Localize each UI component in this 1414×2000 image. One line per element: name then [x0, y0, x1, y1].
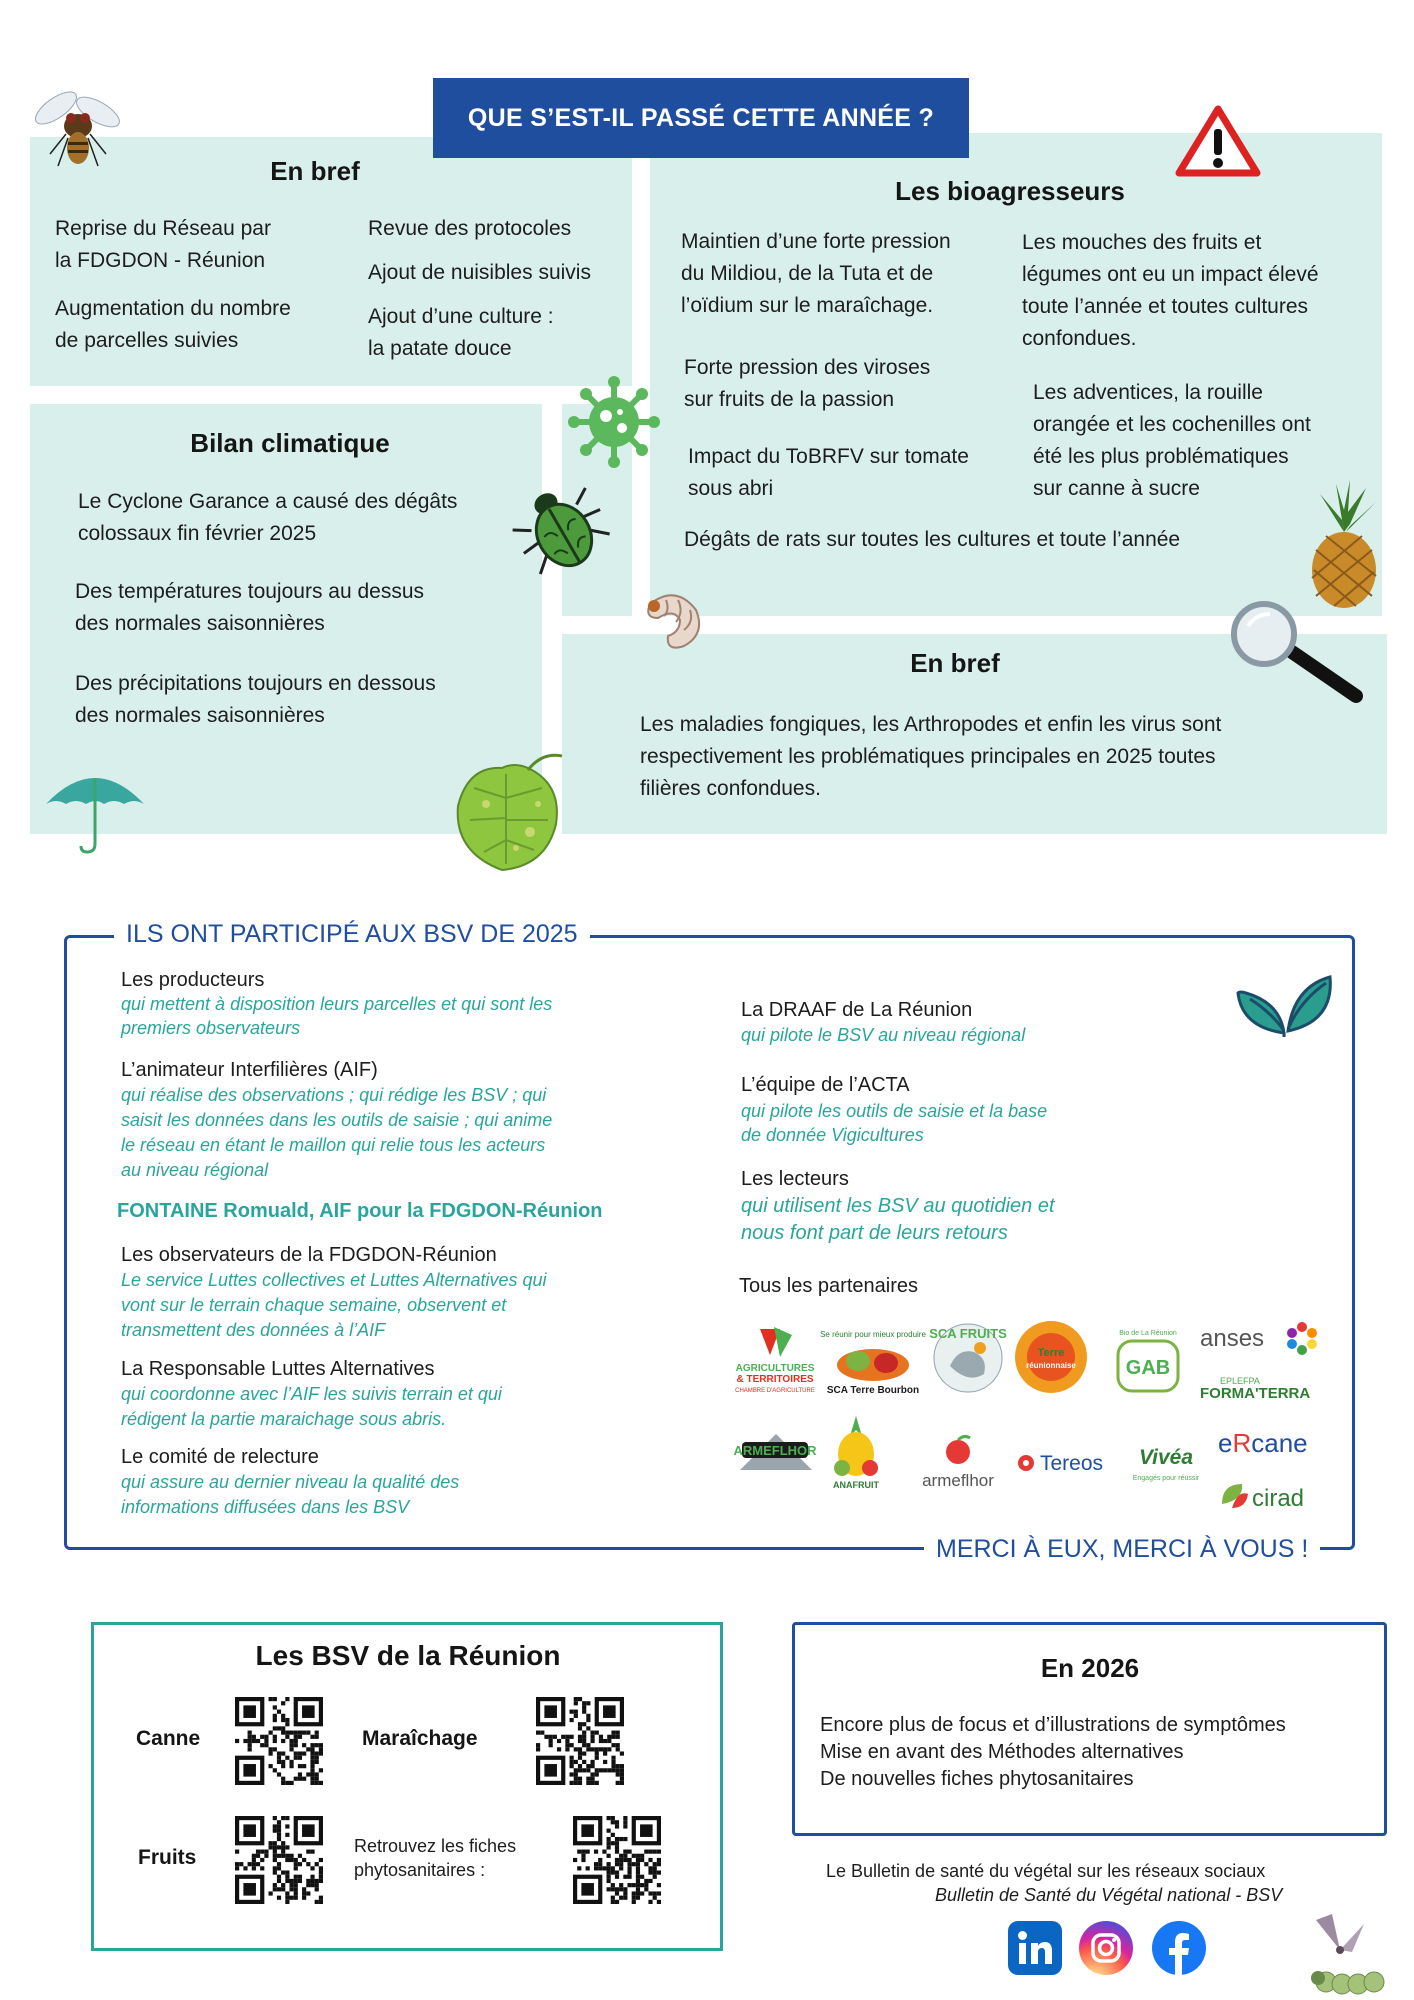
page-title: QUE S’EST-IL PASSÉ CETTE ANNÉE ? [433, 78, 969, 158]
participant-desc: qui pilote le BSV au niveau régional [741, 1025, 1026, 1045]
participant-name: La Responsable Luttes Alternatives [121, 1358, 435, 1380]
fiches-label: phytosanitaires : [354, 1860, 486, 1880]
participant-name: L’équipe de l’ACTA [741, 1074, 910, 1096]
svg-text:armeflhor: armeflhor [922, 1471, 994, 1490]
participant-name: Le comité de relecture [121, 1446, 319, 1468]
participant-desc: qui pilote les outils de saisie et la base [741, 1101, 1048, 1121]
logo-armeflhor [912, 1436, 1004, 1492]
virus-icon [568, 376, 660, 468]
bilan-text: Des températures toujours au dessus [75, 580, 425, 603]
bio-text: sous abri [688, 477, 774, 500]
partners-label: Tous les partenaires [739, 1275, 918, 1297]
participant-desc: informations diffusées dans les BSV [121, 1497, 410, 1517]
bioagresseurs-title: Les bioagresseurs [895, 176, 1125, 206]
participant-desc: premiers observateurs [121, 1018, 301, 1038]
bsv-title: Les BSV de la Réunion [255, 1640, 561, 1671]
pineapple-icon [1306, 480, 1382, 610]
bilan-text: des normales saisonnières [75, 704, 325, 727]
bio-text: Impact du ToBRFV sur tomate [688, 445, 969, 468]
participant-desc: qui mettent à disposition leurs parcelles et qui sont les [121, 994, 553, 1014]
en-bref-item: de parcelles suivies [55, 329, 239, 352]
en-bref-bottom-text: Les maladies fongiques, les Arthropodes et enfin les virus sont [640, 713, 1222, 736]
facebook-icon[interactable] [1152, 1921, 1206, 1975]
participant-desc: qui réalise des observations ; qui rédige les BSV ; qui [121, 1085, 547, 1105]
bio-text: toute l’année et toutes cultures [1022, 295, 1309, 318]
en2026-title: En 2026 [1040, 1653, 1140, 1683]
logo-cirad [1218, 1478, 1320, 1514]
en-bref-bottom-title: En bref [910, 648, 1000, 678]
qr-code-canne[interactable] [235, 1697, 323, 1785]
participant-desc: transmettent des données à l’AIF [121, 1320, 386, 1340]
en-bref-bottom-text: filières confondues. [640, 777, 821, 800]
participant-name: Les lecteurs [741, 1168, 849, 1190]
svg-text:ARMEFLHOR: ARMEFLHOR [733, 1443, 817, 1458]
participant-name: Les observateurs de la FDGDON-Réunion [121, 1244, 497, 1266]
logo-sca-fruits [928, 1318, 1008, 1394]
bio-text: Maintien d’une forte pression [681, 230, 951, 253]
qr-code-fruits[interactable] [235, 1816, 323, 1904]
logo-vivea [1128, 1440, 1204, 1488]
participant-desc: qui coordonne avec l’AIF les suivis terrain et qui [121, 1384, 502, 1404]
svg-text:SCA Terre Bourbon: SCA Terre Bourbon [826, 1385, 920, 1396]
bilan-text: Des précipitations toujours en dessous [75, 672, 436, 695]
bio-text: été les plus problématiques [1033, 445, 1289, 468]
beetle-icon [510, 478, 610, 578]
bilan-text: des normales saisonnières [75, 612, 325, 635]
logo-chambre-agriculture [735, 1325, 815, 1397]
bsv-label-canne: Canne [136, 1727, 201, 1750]
umbrella-icon [40, 760, 150, 856]
logo-tereos [1016, 1445, 1120, 1479]
caterpillar-icon [1292, 1906, 1392, 2000]
participant-desc: le réseau en étant le maillon qui relie tous les acteurs [121, 1135, 546, 1155]
participant-name: La DRAAF de La Réunion [741, 999, 973, 1021]
svg-text:ANAFRUIT: ANAFRUIT [833, 1480, 879, 1490]
linkedin-icon[interactable] [1008, 1921, 1062, 1975]
bsv-label-fruits: Fruits [138, 1846, 197, 1869]
participant-desc: au niveau régional [121, 1160, 269, 1180]
logo-cttm [733, 1430, 817, 1474]
bilan-title: Bilan climatique [190, 428, 390, 458]
svg-text:& TERRITOIRES: & TERRITOIRES [736, 1374, 814, 1385]
bio-text: légumes ont eu un impact élevé [1022, 263, 1319, 286]
logo-anses [1198, 1318, 1320, 1360]
bio-text: Les mouches des fruits et [1022, 231, 1262, 254]
en2026-item: Mise en avant des Méthodes alternatives [820, 1741, 1184, 1763]
svg-text:GAB: GAB [1125, 1357, 1171, 1379]
bio-text: sur canne à sucre [1033, 477, 1200, 500]
en-bref-bottom-text: respectivement les problématiques principales en 2025 toutes [640, 745, 1216, 768]
svg-text:CHAMBRE D'AGRICULTURE: CHAMBRE D'AGRICULTURE [735, 1388, 815, 1394]
en2026-item: Encore plus de focus et d’illustrations de symptômes [820, 1714, 1286, 1736]
en-bref-item: la FDGDON - Réunion [55, 249, 266, 272]
logo-forma-terra [1196, 1372, 1324, 1402]
en-bref-item: Reprise du Réseau par [55, 217, 271, 240]
svg-text:EPLEFPA: EPLEFPA [1220, 1376, 1260, 1386]
svg-text:Terre: Terre [1037, 1347, 1065, 1359]
svg-text:SCA FRUITS: SCA FRUITS [929, 1326, 1007, 1341]
grub-icon [636, 584, 708, 654]
participant-desc: de donnée Vigicultures [741, 1125, 924, 1145]
svg-text:anses: anses [1200, 1325, 1265, 1352]
warning-icon [1175, 105, 1261, 177]
bio-text: Les adventices, la rouille [1033, 381, 1263, 404]
svg-text:FORMA'TERRA: FORMA'TERRA [1200, 1385, 1311, 1402]
social-caption: Le Bulletin de santé du végétal sur les réseaux sociaux [826, 1861, 1266, 1881]
svg-text:Tereos: Tereos [1040, 1452, 1104, 1475]
en-bref-item: Revue des protocoles [368, 217, 572, 240]
bio-text: du Mildiou, de la Tuta et de [681, 262, 934, 285]
aif-name: FONTAINE Romuald, AIF pour la FDGDON-Réunion [117, 1200, 603, 1222]
qr-code-fiches[interactable] [573, 1816, 661, 1904]
svg-text:Bio de La Réunion: Bio de La Réunion [1119, 1330, 1177, 1337]
svg-text:AGRICULTURES: AGRICULTURES [735, 1363, 815, 1374]
bio-text: Dégâts de rats sur toutes les cultures et toute l’année [684, 528, 1181, 551]
instagram-icon[interactable] [1079, 1921, 1133, 1975]
leaf-icon [450, 748, 566, 876]
bio-text: orangée et les cochenilles ont [1033, 413, 1311, 436]
participants-title: ILS ONT PARTICIPÉ AUX BSV DE 2025 [114, 920, 590, 949]
participant-desc: saisit les données dans les outils de saisie ; qui anime [121, 1110, 553, 1130]
fiches-label: Retrouvez les fiches [354, 1836, 517, 1856]
participant-name: Les producteurs [121, 969, 265, 991]
participant-desc: Le service Luttes collectives et Luttes Alternatives qui [121, 1270, 547, 1290]
bilan-text: colossaux fin février 2025 [78, 522, 317, 545]
svg-text:Vivéa: Vivéa [1138, 1446, 1194, 1469]
leaves-icon [1236, 973, 1334, 1037]
logo-ercane [1212, 1418, 1310, 1458]
en-bref-item: Ajout d’une culture : [368, 305, 554, 328]
bio-text: confondues. [1022, 327, 1137, 350]
participant-desc: vont sur le terrain chaque semaine, observent et [121, 1295, 507, 1315]
logo-terre-reunionnaise [1012, 1318, 1090, 1396]
logo-anafruit [826, 1412, 886, 1490]
en2026-item: De nouvelles fiches phytosanitaires [820, 1768, 1134, 1790]
bio-text: sur fruits de la passion [684, 388, 895, 411]
svg-text:réunionnaise: réunionnaise [1026, 1361, 1076, 1370]
participant-desc: nous font part de leurs retours [741, 1222, 1008, 1244]
svg-text:Engagés pour réussir: Engagés pour réussir [1132, 1475, 1200, 1482]
en-bref-item: la patate douce [368, 337, 512, 360]
bilan-text: Le Cyclone Garance a causé des dégâts [78, 490, 458, 513]
participants-footer: MERCI À EUX, MERCI À VOUS ! [924, 1535, 1320, 1564]
en-bref-item: Augmentation du nombre [55, 297, 291, 320]
svg-text:cirad: cirad [1252, 1485, 1305, 1512]
bsv-label-maraichage: Maraîchage [362, 1727, 478, 1750]
svg-text:Se réunir pour mieux produire: Se réunir pour mieux produire [820, 1330, 926, 1339]
magnifier-icon [1226, 600, 1366, 704]
bio-text: Forte pression des viroses [684, 356, 931, 379]
participant-desc: qui assure au dernier niveau la qualité des [121, 1472, 460, 1492]
en-bref-top-title: En bref [270, 156, 360, 186]
participant-name: L’animateur Interfilières (AIF) [121, 1059, 378, 1081]
svg-text:eRcane: eRcane [1218, 1428, 1308, 1458]
logo-gab [1112, 1325, 1184, 1397]
bio-text: l’oïdium sur le maraîchage. [681, 294, 934, 317]
participant-desc: qui utilisent les BSV au quotidien et [741, 1195, 1055, 1217]
logo-sca-terre-bourbon [820, 1327, 926, 1397]
participant-desc: rédigent la partie maraichage sous abris. [121, 1409, 447, 1429]
fly-icon [28, 78, 124, 174]
qr-code-maraichage[interactable] [536, 1697, 624, 1785]
en-bref-item: Ajout de nuisibles suivis [368, 261, 591, 284]
social-caption-national: Bulletin de Santé du Végétal national - BSV [935, 1885, 1283, 1905]
